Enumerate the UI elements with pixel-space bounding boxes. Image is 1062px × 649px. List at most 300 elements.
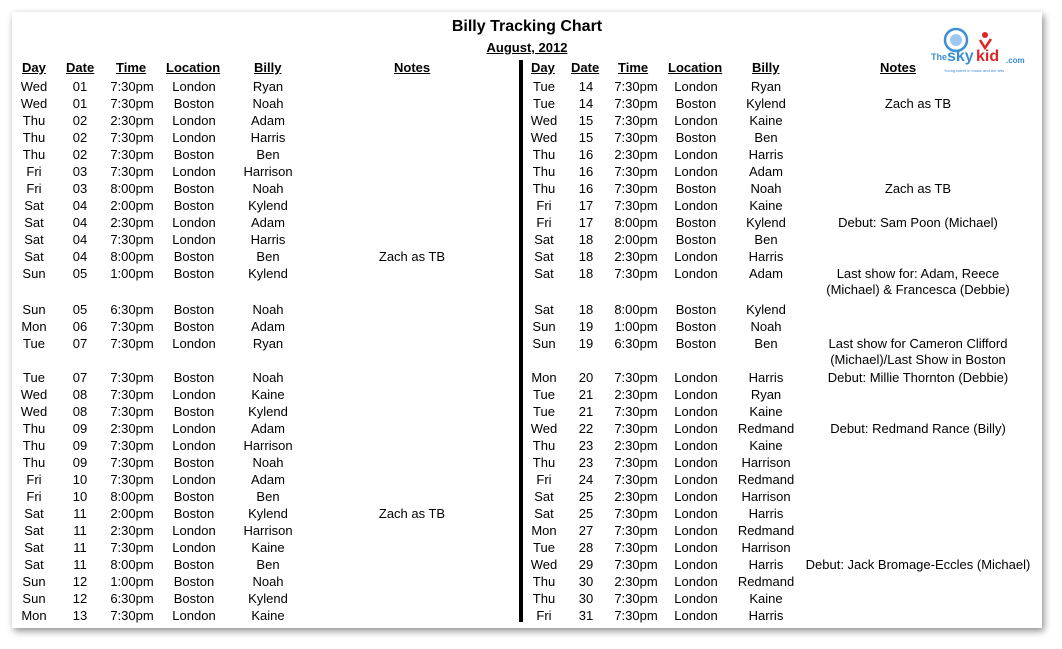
right-row-21-date: 23	[578, 455, 594, 470]
left-row-11-day: Sat	[24, 249, 44, 264]
right-row-22-time: 7:30pm	[614, 472, 658, 487]
chart-title: Billy Tracking Chart	[451, 18, 603, 35]
right-row-8-date: 17	[578, 198, 594, 213]
logo-the: The	[931, 52, 948, 62]
right-row-17-date: 21	[578, 387, 594, 402]
left-row-3-day: Thu	[22, 113, 46, 128]
left-row-14-day: Mon	[21, 319, 47, 334]
right-row-20-time: 2:30pm	[614, 438, 658, 453]
left-row-12-time: 1:00pm	[110, 266, 154, 281]
right-row-24-date: 25	[578, 506, 594, 521]
left-row-2-location: Boston	[173, 96, 215, 111]
right-row-26-time: 7:30pm	[614, 540, 658, 555]
left-row-2-day: Wed	[20, 96, 48, 111]
right-row-26-location: London	[674, 540, 718, 555]
right-header-time: Time	[618, 60, 649, 75]
left-row-26-day: Sat	[24, 540, 44, 555]
left-row-26-billy: Kaine	[251, 540, 285, 555]
right-row-16-note: Debut: Millie Thornton (Debbie)	[827, 370, 1009, 385]
right-row-7-time: 7:30pm	[614, 181, 658, 196]
left-row-30-time: 7:30pm	[110, 608, 154, 623]
left-row-26-location: London	[172, 540, 216, 555]
left-row-16-time: 7:30pm	[110, 370, 154, 385]
right-row-20-billy: Kaine	[749, 438, 783, 453]
right-row-16-day: Mon	[531, 370, 557, 385]
right-row-10-billy: Ben	[754, 232, 778, 247]
left-row-22-date: 10	[72, 472, 88, 487]
right-row-16-date: 20	[578, 370, 594, 385]
left-row-13-billy: Noah	[252, 302, 284, 317]
left-row-3-location: London	[172, 113, 216, 128]
left-row-28-location: Boston	[173, 574, 215, 589]
left-row-2-time: 7:30pm	[110, 96, 154, 111]
left-row-30-billy: Kaine	[251, 608, 285, 623]
right-row-28-day: Thu	[532, 574, 556, 589]
left-row-23-date: 10	[72, 489, 88, 504]
right-row-9-day: Fri	[536, 215, 552, 230]
right-row-21-day: Thu	[532, 455, 556, 470]
left-row-19-billy: Adam	[251, 421, 285, 436]
right-row-2-day: Tue	[533, 96, 555, 111]
right-row-28-time: 2:30pm	[614, 574, 658, 589]
left-row-19-time: 2:30pm	[110, 421, 154, 436]
right-row-6-day: Thu	[532, 164, 556, 179]
right-row-13-time: 8:00pm	[614, 302, 658, 317]
right-row-8-time: 7:30pm	[614, 198, 658, 213]
right-row-13-billy: Kylend	[746, 302, 786, 317]
left-row-25-location: London	[172, 523, 216, 538]
left-row-14-date: 06	[72, 319, 88, 334]
right-row-9-time: 8:00pm	[614, 215, 658, 230]
right-row-27-date: 29	[578, 557, 594, 572]
right-row-15-location: Boston	[675, 336, 717, 351]
left-row-28-date: 12	[72, 574, 88, 589]
left-row-6-location: London	[172, 164, 216, 179]
right-row-4-day: Wed	[530, 130, 558, 145]
right-row-22-billy: Redmand	[737, 472, 795, 487]
left-row-12-location: Boston	[173, 266, 215, 281]
left-row-20-location: London	[172, 438, 216, 453]
left-row-19-date: 09	[72, 421, 88, 436]
right-row-5-day: Thu	[532, 147, 556, 162]
right-row-12-day: Sat	[534, 266, 554, 281]
right-row-19-billy: Redmand	[737, 421, 795, 436]
left-row-17-day: Wed	[20, 387, 48, 402]
right-row-14-day: Sun	[532, 319, 556, 334]
right-row-5-time: 2:30pm	[614, 147, 658, 162]
right-row-9-billy: Kylend	[746, 215, 786, 230]
left-row-19-location: London	[172, 421, 216, 436]
right-row-2-billy: Kylend	[746, 96, 786, 111]
left-row-13-location: Boston	[173, 302, 215, 317]
right-row-21-location: London	[674, 455, 718, 470]
right-row-25-date: 27	[578, 523, 594, 538]
right-row-4-date: 15	[578, 130, 594, 145]
left-row-2-billy: Noah	[252, 96, 284, 111]
left-row-22-location: London	[172, 472, 216, 487]
right-row-19-note: Debut: Redmand Rance (Billy)	[830, 421, 1006, 436]
left-row-22-day: Fri	[26, 472, 42, 487]
left-row-25-date: 11	[73, 523, 87, 538]
right-row-7-location: Boston	[675, 181, 717, 196]
right-row-30-location: London	[674, 608, 718, 623]
left-row-13-time: 6:30pm	[110, 302, 154, 317]
right-row-13-date: 18	[578, 302, 594, 317]
right-row-11-billy: Harris	[748, 249, 784, 264]
left-header-date: Date	[66, 60, 95, 75]
left-row-18-billy: Kylend	[248, 404, 288, 419]
right-row-1-date: 14	[578, 79, 594, 94]
right-row-28-billy: Redmand	[737, 574, 795, 589]
right-row-4-location: Boston	[675, 130, 717, 145]
left-header-location: Location	[166, 60, 221, 75]
left-row-8-billy: Kylend	[248, 198, 288, 213]
left-row-15-day: Tue	[23, 336, 45, 351]
left-row-5-billy: Ben	[256, 147, 280, 162]
left-row-11-date: 04	[72, 249, 88, 264]
left-row-1-billy: Ryan	[252, 79, 284, 94]
left-row-11-billy: Ben	[256, 249, 280, 264]
left-row-12-date: 05	[72, 266, 88, 281]
chart-sheet	[12, 12, 1042, 628]
left-row-5-date: 02	[72, 147, 88, 162]
right-row-20-location: London	[674, 438, 718, 453]
left-row-4-location: London	[172, 130, 216, 145]
skykid-logo-icon	[930, 26, 1036, 76]
left-row-9-day: Sat	[24, 215, 44, 230]
right-row-11-location: London	[674, 249, 718, 264]
right-row-14-date: 19	[578, 319, 594, 334]
right-row-13-location: Boston	[675, 302, 717, 317]
right-row-20-date: 23	[578, 438, 594, 453]
left-row-10-day: Sat	[24, 232, 44, 247]
left-header-time: Time	[116, 60, 147, 75]
left-row-6-day: Fri	[26, 164, 42, 179]
left-row-4-billy: Harris	[250, 130, 286, 145]
right-row-29-billy: Kaine	[749, 591, 783, 606]
logo-com: .com	[1006, 56, 1025, 65]
left-row-8-day: Sat	[24, 198, 44, 213]
right-row-5-date: 16	[578, 147, 594, 162]
right-row-17-location: London	[674, 387, 718, 402]
left-row-24-time: 2:00pm	[110, 506, 154, 521]
right-row-8-location: London	[674, 198, 718, 213]
right-row-8-billy: Kaine	[749, 198, 783, 213]
right-row-2-location: Boston	[675, 96, 717, 111]
right-header-day: Day	[531, 60, 555, 75]
left-row-16-day: Tue	[23, 370, 45, 385]
right-row-19-location: London	[674, 421, 718, 436]
right-row-27-day: Wed	[530, 557, 558, 572]
right-row-25-day: Mon	[531, 523, 557, 538]
right-row-1-billy: Ryan	[750, 79, 782, 94]
left-row-2-date: 01	[72, 96, 88, 111]
right-row-3-billy: Kaine	[749, 113, 783, 128]
left-row-17-time: 7:30pm	[110, 387, 154, 402]
left-row-5-time: 7:30pm	[110, 147, 154, 162]
right-row-18-time: 7:30pm	[614, 404, 658, 419]
left-row-17-billy: Kaine	[251, 387, 285, 402]
right-row-11-date: 18	[578, 249, 594, 264]
left-row-27-billy: Ben	[256, 557, 280, 572]
right-row-23-day: Sat	[534, 489, 554, 504]
left-row-30-location: London	[172, 608, 216, 623]
right-row-5-location: London	[674, 147, 718, 162]
right-row-29-date: 30	[578, 591, 594, 606]
left-row-5-day: Thu	[22, 147, 46, 162]
chart-subtitle: August, 2012	[486, 40, 568, 55]
left-row-3-time: 2:30pm	[110, 113, 154, 128]
left-row-20-time: 7:30pm	[110, 438, 154, 453]
right-row-19-day: Wed	[530, 421, 558, 436]
right-header-billy: Billy	[752, 60, 780, 75]
right-row-19-date: 22	[578, 421, 594, 436]
left-row-28-time: 1:00pm	[110, 574, 154, 589]
left-row-12-billy: Kylend	[248, 266, 288, 281]
left-row-14-billy: Adam	[251, 319, 285, 334]
right-row-13-day: Sat	[534, 302, 554, 317]
right-row-24-location: London	[674, 506, 718, 521]
right-row-9-note: Debut: Sam Poon (Michael)	[838, 215, 998, 230]
left-row-22-time: 7:30pm	[110, 472, 154, 487]
right-row-23-time: 2:30pm	[614, 489, 658, 504]
right-row-6-billy: Adam	[749, 164, 783, 179]
right-row-24-billy: Harris	[748, 506, 784, 521]
left-row-10-date: 04	[72, 232, 88, 247]
right-row-19-time: 7:30pm	[614, 421, 658, 436]
right-row-9-location: Boston	[675, 215, 717, 230]
left-row-22-billy: Adam	[251, 472, 285, 487]
right-row-10-location: Boston	[675, 232, 717, 247]
left-row-18-time: 7:30pm	[110, 404, 154, 419]
left-row-29-billy: Kylend	[248, 591, 288, 606]
left-row-21-billy: Noah	[252, 455, 284, 470]
right-row-17-billy: Ryan	[750, 387, 782, 402]
left-row-20-billy: Harrison	[243, 438, 293, 453]
left-row-23-day: Fri	[26, 489, 42, 504]
left-row-26-time: 7:30pm	[110, 540, 154, 555]
right-row-18-billy: Kaine	[749, 404, 783, 419]
left-row-14-time: 7:30pm	[110, 319, 154, 334]
right-row-2-note: Zach as TB	[884, 96, 952, 111]
right-row-16-location: London	[674, 370, 718, 385]
left-row-6-time: 7:30pm	[110, 164, 154, 179]
left-row-24-day: Sat	[24, 506, 44, 521]
right-row-30-billy: Harris	[748, 608, 784, 623]
left-row-8-date: 04	[72, 198, 88, 213]
left-row-7-time: 8:00pm	[110, 181, 154, 196]
right-row-9-date: 17	[578, 215, 594, 230]
right-row-23-location: London	[674, 489, 718, 504]
left-row-17-location: London	[172, 387, 216, 402]
right-row-25-location: London	[674, 523, 718, 538]
right-row-27-billy: Harris	[748, 557, 784, 572]
left-row-4-date: 02	[72, 130, 88, 145]
right-row-15-time: 6:30pm	[614, 336, 658, 351]
left-row-9-date: 04	[72, 215, 88, 230]
right-row-2-date: 14	[578, 96, 594, 111]
left-row-4-day: Thu	[22, 130, 46, 145]
right-header-date: Date	[571, 60, 600, 75]
right-row-28-location: London	[674, 574, 718, 589]
left-row-25-day: Sat	[24, 523, 44, 538]
right-row-6-location: London	[674, 164, 718, 179]
left-row-3-billy: Adam	[251, 113, 285, 128]
left-header-billy: Billy	[254, 60, 282, 75]
left-row-16-billy: Noah	[252, 370, 284, 385]
left-row-8-time: 2:00pm	[110, 198, 154, 213]
left-row-13-date: 05	[72, 302, 88, 317]
left-row-7-location: Boston	[173, 181, 215, 196]
left-row-9-time: 2:30pm	[110, 215, 154, 230]
left-row-10-location: London	[172, 232, 216, 247]
left-row-19-day: Thu	[22, 421, 46, 436]
right-row-7-day: Thu	[532, 181, 556, 196]
left-row-29-location: Boston	[173, 591, 215, 606]
logo-kid: kid	[976, 48, 1000, 65]
right-row-20-day: Thu	[532, 438, 556, 453]
right-row-15-date: 19	[578, 336, 594, 351]
right-row-3-date: 15	[578, 113, 594, 128]
left-row-25-time: 2:30pm	[110, 523, 154, 538]
left-row-23-time: 8:00pm	[110, 489, 154, 504]
left-row-12-day: Sun	[22, 266, 46, 281]
right-row-28-date: 30	[578, 574, 594, 589]
right-row-18-date: 21	[578, 404, 594, 419]
left-row-24-date: 11	[73, 506, 87, 521]
left-row-1-location: London	[172, 79, 216, 94]
left-row-25-billy: Harrison	[243, 523, 293, 538]
right-row-6-date: 16	[578, 164, 594, 179]
right-row-12-location: London	[674, 266, 718, 281]
right-row-24-day: Sat	[534, 506, 554, 521]
right-row-26-billy: Harrison	[741, 540, 791, 555]
right-row-27-location: London	[674, 557, 718, 572]
left-row-20-day: Thu	[22, 438, 46, 453]
left-row-15-location: London	[172, 336, 216, 351]
right-row-18-location: London	[674, 404, 718, 419]
right-row-11-day: Sat	[534, 249, 554, 264]
right-row-14-location: Boston	[675, 319, 717, 334]
right-row-22-date: 24	[578, 472, 594, 487]
right-row-10-day: Sat	[534, 232, 554, 247]
right-row-12-billy: Adam	[749, 266, 783, 281]
left-row-15-date: 07	[72, 336, 88, 351]
left-row-20-date: 09	[72, 438, 88, 453]
right-row-4-billy: Ben	[754, 130, 778, 145]
right-row-18-day: Tue	[533, 404, 555, 419]
logo-sky: sky	[947, 48, 974, 65]
left-row-18-date: 08	[72, 404, 88, 419]
left-row-15-billy: Ryan	[252, 336, 284, 351]
right-row-25-time: 7:30pm	[614, 523, 658, 538]
right-row-1-location: London	[674, 79, 718, 94]
left-row-27-location: Boston	[173, 557, 215, 572]
left-row-10-billy: Harris	[250, 232, 286, 247]
left-row-6-billy: Harrison	[243, 164, 293, 179]
right-header-notes: Notes	[880, 60, 917, 75]
right-row-15-day: Sun	[532, 336, 556, 351]
left-row-24-note: Zach as TB	[378, 506, 446, 521]
left-row-30-date: 13	[72, 608, 88, 623]
left-row-29-time: 6:30pm	[110, 591, 154, 606]
right-row-30-date: 31	[578, 608, 594, 623]
right-row-30-day: Fri	[536, 608, 552, 623]
logo-tagline: Young talent in music and the arts	[944, 68, 1005, 73]
right-row-1-time: 7:30pm	[614, 79, 658, 94]
left-row-21-location: Boston	[173, 455, 215, 470]
left-row-18-location: Boston	[173, 404, 215, 419]
column-divider	[519, 60, 523, 622]
left-row-6-date: 03	[72, 164, 88, 179]
right-row-23-billy: Harrison	[741, 489, 791, 504]
left-row-3-date: 02	[72, 113, 88, 128]
left-row-1-time: 7:30pm	[110, 79, 154, 94]
left-row-21-date: 09	[72, 455, 88, 470]
left-row-11-note: Zach as TB	[378, 249, 446, 264]
right-row-26-date: 28	[578, 540, 594, 555]
right-row-14-billy: Noah	[750, 319, 782, 334]
left-row-15-time: 7:30pm	[110, 336, 154, 351]
right-row-3-day: Wed	[530, 113, 558, 128]
left-row-23-location: Boston	[173, 489, 215, 504]
left-row-16-location: Boston	[173, 370, 215, 385]
right-row-17-time: 2:30pm	[614, 387, 658, 402]
right-row-21-time: 7:30pm	[614, 455, 658, 470]
left-row-27-day: Sat	[24, 557, 44, 572]
left-row-8-location: Boston	[173, 198, 215, 213]
right-header-location: Location	[668, 60, 723, 75]
right-row-7-billy: Noah	[750, 181, 782, 196]
right-row-26-day: Tue	[533, 540, 555, 555]
left-row-14-location: Boston	[173, 319, 215, 334]
left-row-27-date: 11	[73, 557, 87, 572]
left-row-27-time: 8:00pm	[110, 557, 154, 572]
right-row-5-billy: Harris	[748, 147, 784, 162]
right-row-27-note: Debut: Jack Bromage-Eccles (Michael)	[805, 557, 1031, 572]
right-row-15-billy: Ben	[754, 336, 778, 351]
right-row-22-location: London	[674, 472, 718, 487]
right-row-16-time: 7:30pm	[614, 370, 658, 385]
left-row-29-date: 12	[72, 591, 88, 606]
left-row-11-time: 8:00pm	[110, 249, 154, 264]
right-row-23-date: 25	[578, 489, 594, 504]
left-row-30-day: Mon	[21, 608, 47, 623]
right-row-21-billy: Harrison	[741, 455, 791, 470]
right-row-6-time: 7:30pm	[614, 164, 658, 179]
left-row-18-day: Wed	[20, 404, 48, 419]
left-row-4-time: 7:30pm	[110, 130, 154, 145]
left-row-28-billy: Noah	[252, 574, 284, 589]
right-row-11-time: 2:30pm	[614, 249, 658, 264]
left-row-9-location: London	[172, 215, 216, 230]
left-row-7-day: Fri	[26, 181, 42, 196]
right-row-27-time: 7:30pm	[614, 557, 658, 572]
right-row-4-time: 7:30pm	[614, 130, 658, 145]
left-row-28-day: Sun	[22, 574, 46, 589]
right-row-29-location: London	[674, 591, 718, 606]
left-row-7-date: 03	[72, 181, 88, 196]
right-row-12-note: Last show for: Adam, Reece (Michael) & Francesca (Debbie)	[826, 266, 1010, 297]
left-row-26-date: 11	[73, 540, 87, 555]
left-row-24-location: Boston	[173, 506, 215, 521]
right-row-22-day: Fri	[536, 472, 552, 487]
left-row-29-day: Sun	[22, 591, 46, 606]
left-row-1-date: 01	[72, 79, 88, 94]
right-row-25-billy: Redmand	[737, 523, 795, 538]
left-row-5-location: Boston	[173, 147, 215, 162]
right-row-12-date: 18	[578, 266, 594, 281]
